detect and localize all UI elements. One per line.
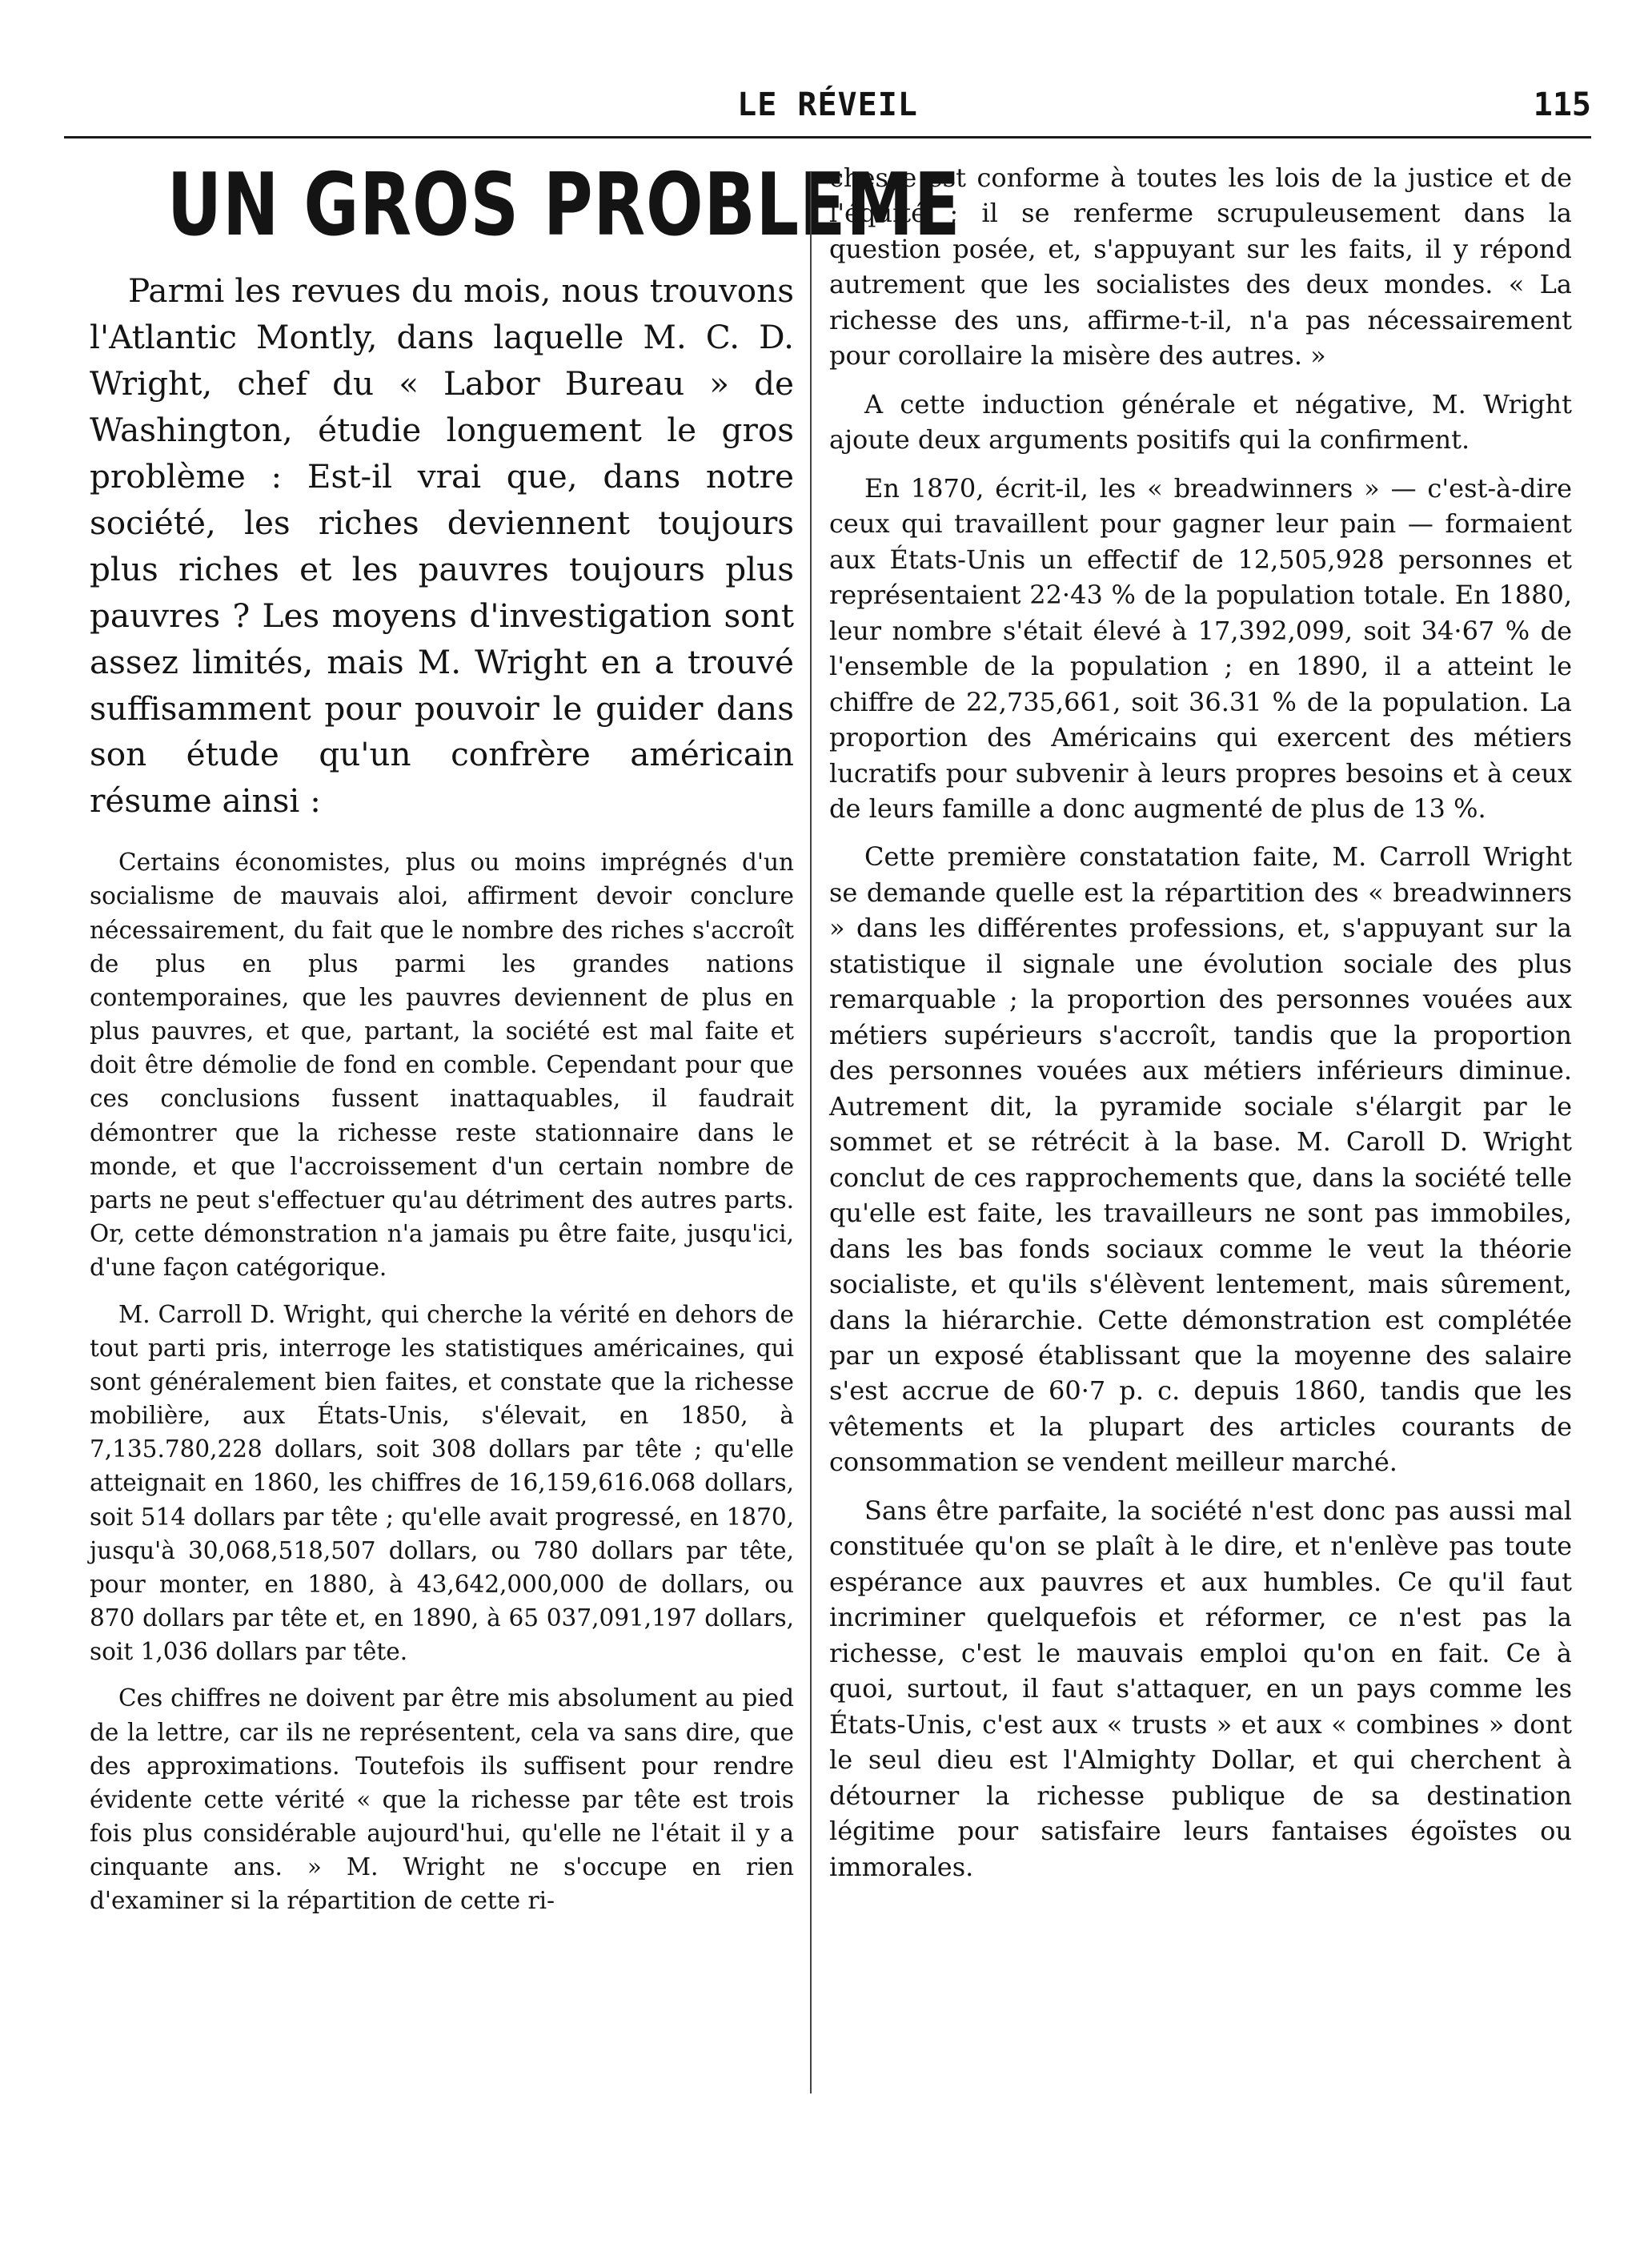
running-head <box>64 80 1591 138</box>
body-paragraph: A cette induction générale et négative, M. Wright ajoute deux arguments positifs qui la confirment. <box>829 388 1572 456</box>
quote-paragraph: M. Carroll D. Wright, qui cherche la vérité en dehors de tout parti pris, interroge les statistiques américaines, qui sont généralement bien faites, et constate que la richesse mobilière, aux États-Unis, s'élevait, en 1850, à 7,135.780,228 dollars, soit 308 dollars par tête ; qu'elle atteignait en 1860, les chiffres de 16,159,616.068 dollars, soit 514 dollars par tête ; qu'elle avait progressé, en 1870, jusqu'à 30,068,518,507 dollars, ou 780 dollars par tête, pour monter, en 1880, à 43,642,000,000 de dollars, ou 870 dollars par tête et, en 1890, à 65 037,091,197 dollars, soit 1,036 dollars par tête. <box>90 1300 794 1666</box>
left-column <box>90 155 961 1931</box>
body-paragraph: En 1870, écrit-il, les « breadwinners » — c'est-à-dire ceux qui travaillent pour gagner leur pain — formaient aux États-Unis un effectif de 12,505,928 personnes et représentaient 22·43 % de la population totale. En 1880, leur nombre s'était élevé à 17,392,099, soit 34·67 % de l'ensemble de la population ; en 1890, il a atteint le chiffre de 22,735,661, soit 36.31 % de la population. La proportion des Américains qui exercent des métiers lucratifs pour subvenir à leurs propres besoins et à ceux de leurs famille a donc augmenté de plus de 13 %. <box>829 472 1572 824</box>
right-column <box>829 160 1572 1897</box>
quoted-summary <box>90 845 794 1917</box>
body-paragraph: Sans être parfaite, la société n'est donc pas aussi mal constituée qu'on se plaît à le dire, et n'enlève pas toute espérance aux pauvres et aux humbles. Ce qu'il faut incriminer quelquefois et réformer, ce n'est pas la richesse, c'est le mauvais emploi qu'on en fait. Ce à quoi, surtout, il faut s'attaquer, en un pays comme les États-Unis, c'est aux « trusts » et aux « combines » dont le seul dieu est l'Almighty Dollar, et qui cherchent à détourner la richesse publique de sa destination légitime pour satisfaire leurs fantaises égoïstes ou immorales. <box>829 1495 1572 1882</box>
quote-paragraph: Certains économistes, plus ou moins imprégnés d'un socialisme de mauvais aloi, affirment devoir conclure nécessairement, du fait que le nombre des riches s'accroît de plus en plus parmi les grandes nations contemporaines, que les pauvres deviennent de plus en plus pauvres, et que, partant, la société est mal faite et doit être démolie de fond en comble. Cependant pour que ces conclusions fussent inattaquables, il faudrait démontrer que la richesse reste stationnaire dans le monde, et que l'accroissement d'un certain nombre de parts ne peut s'effectuer qu'au détriment des autres parts. Or, cette démonstration n'a jamais pu être faite, jusqu'ici, d'une façon catégorique. <box>90 849 794 1282</box>
body-paragraph: Cette première constatation faite, M. Carroll Wright se demande quelle est la répartition des « breadwinners » dans les différentes professions, et, s'appuyant sur la statistique il signale une évolution sociale des plus remarquable ; la proportion des personnes vouées aux métiers supérieurs s'accroît, tandis que la proportion des personnes vouées aux métiers inférieurs diminue. Autrement dit, la pyramide sociale s'élargit par le sommet et se rétrécit à la base. M. Caroll D. Wright conclut de ces rapprochements que, dans la société telle qu'elle est faite, les travailleurs ne sont pas immobiles, dans les bas fonds sociaux comme le veut la théorie socialiste, et qu'ils s'élèvent lentement, mais sûrement, dans la hiérarchie. Cette démonstration est complétée par un exposé établissant que la moyenne des salaire s'est accrue de 60·7 p. c. depuis 1860, tandis que les vêtements et la plupart des articles courants de consommation se vendent meilleur marché. <box>829 841 1572 1478</box>
running-title: LE RÉVEIL <box>737 86 918 123</box>
body-paragraph: chesse est conforme à toutes les lois de la justice et de l'équité ; il se renferme scrupuleusement dans la question posée, et, s'appuyant sur les faits, il y répond autrement que les socialistes des deux mondes. « La richesse des uns, affirme-t-il, n'a pas nécessairement pour corollaire la misère des autres. » <box>829 163 1572 371</box>
article-headline: UN GROS PROBLEME <box>166 155 961 255</box>
quote-paragraph: Ces chiffres ne doivent par être mis absolument au pied de la lettre, car ils ne représentent, cela va sans dire, que des approximations. Toutefois ils suffisent pour rendre évidente cette vérité « que la richesse par tête est trois fois plus considérable aujourd'hui, qu'elle ne l'était il y a cinquante ans. » M. Wright ne s'occupe en rien d'examiner si la répartition de cette ri- <box>90 1684 794 1915</box>
column-divider <box>810 172 812 2093</box>
lead-paragraph: Parmi les revues du mois, nous trouvons l'Atlantic Montly, dans laquelle M. C. D. Wright, chef du « Labor Bureau » de Washington, étudie longuement le gros problème : Est-il vrai que, dans notre société, les riches deviennent toujours plus riches et les pauvres toujours plus pauvres ? Les moyens d'investigation sont assez limités, mais M. Wright en a trouvé suffisamment pour pouvoir le guider dans son étude qu'un confrère américain résume ainsi : <box>90 271 794 821</box>
article-lead <box>90 268 794 825</box>
page-number: 115 <box>1533 86 1591 123</box>
